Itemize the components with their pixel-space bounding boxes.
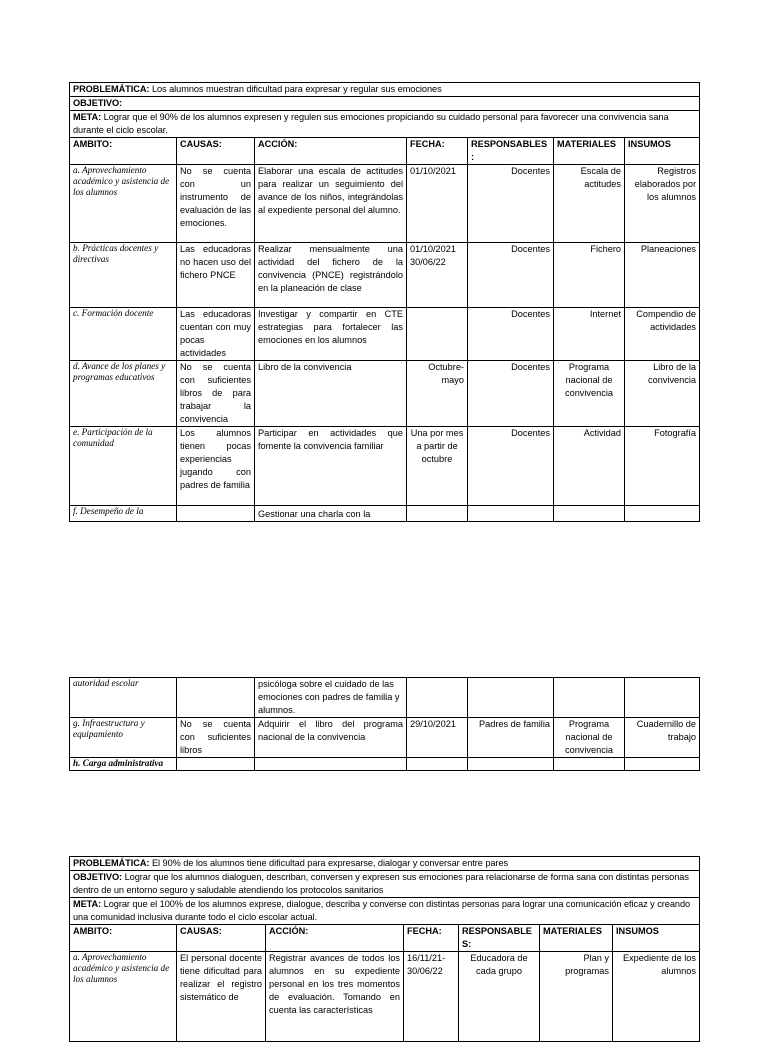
- accion-cell: Libro de la convivencia: [255, 361, 407, 427]
- objetivo-label: OBJETIVO:: [73, 872, 123, 882]
- insumos-cell: [625, 758, 700, 771]
- responsables-cell: Padres de familia: [468, 718, 554, 758]
- responsables-cell: [468, 758, 554, 771]
- causas-cell: [177, 506, 255, 522]
- accion-cell: Realizar mensualmente una actividad del fichero de la convivencia (PNCE) registrándolo en la planeación de clase: [255, 243, 407, 308]
- responsables-cell: Docentes: [468, 243, 554, 308]
- responsables-cell: Docentes: [468, 308, 554, 361]
- table-row: [70, 758, 700, 771]
- problematica-label: PROBLEMÁTICA:: [73, 858, 150, 868]
- header-responsables: RESPONSABLES:: [468, 138, 554, 165]
- causas-cell: El personal docente tiene dificultad para realizar el registro sistemático de: [177, 952, 266, 1042]
- accion-cell: psicóloga sobre el cuidado de las emociones con padres de familia y alumnos.: [255, 678, 407, 718]
- table-row: [70, 506, 700, 522]
- causas-cell: [177, 758, 255, 771]
- accion-cell: Registrar avances de todos los alumnos en su expediente personal en los tres momentos de evaluación. Tomando en cuenta las características: [266, 952, 404, 1042]
- header-fecha: FECHA:: [407, 138, 468, 165]
- ambito-cell: b. Prácticas docentes y directivas: [70, 243, 177, 308]
- header-row: [70, 138, 700, 165]
- problematica-row: [70, 857, 700, 871]
- causas-cell: [177, 678, 255, 718]
- meta-label: META:: [73, 112, 102, 122]
- header-causas: CAUSAS:: [177, 138, 255, 165]
- plan-table-1-continuation: [69, 677, 700, 771]
- fecha-cell: 16/11/21-30/06/22: [404, 952, 459, 1042]
- insumos-cell: Planeaciones: [625, 243, 700, 308]
- materiales-cell: Fichero: [554, 243, 625, 308]
- ambito-cell: h. Carga administrativa: [70, 758, 177, 771]
- materiales-cell: Programa nacional de convivencia: [554, 361, 625, 427]
- insumos-cell: [625, 678, 700, 718]
- table-row: [70, 243, 700, 308]
- ambito-cell: g. Infraestructura y equipamiento: [70, 718, 177, 758]
- problematica-text: El 90% de los alumnos tiene dificultad para expresarse, dialogar y conversar entre pares: [151, 858, 509, 868]
- insumos-cell: [625, 506, 700, 522]
- plan-table-1: [69, 82, 700, 522]
- table-row: [70, 361, 700, 427]
- header-causas: CAUSAS:: [177, 925, 266, 952]
- fecha-cell: [407, 308, 468, 361]
- meta-label: META:: [73, 899, 102, 909]
- materiales-cell: Internet: [554, 308, 625, 361]
- materiales-cell: Plan y programas: [540, 952, 613, 1042]
- causas-cell: Las educadoras cuentan con muy pocas actividades: [177, 308, 255, 361]
- insumos-cell: Cuadernillo de trabajo: [625, 718, 700, 758]
- header-responsables: RESPONSABLES:: [459, 925, 540, 952]
- meta-row: [70, 111, 700, 138]
- materiales-cell: Escala de actitudes: [554, 165, 625, 243]
- fecha-cell: [407, 506, 468, 522]
- objetivo-row: [70, 97, 700, 111]
- objetivo-label: OBJETIVO:: [73, 98, 123, 108]
- ambito-cell: e. Participación de la comunidad: [70, 427, 177, 506]
- accion-cell: Adquirir el libro del programa nacional de la convivencia: [255, 718, 407, 758]
- ambito-cell: a. Aprovechamiento académico y asistencia de los alumnos: [70, 952, 177, 1042]
- ambito-cell: autoridad escolar: [70, 678, 177, 718]
- header-ambito: AMBITO:: [70, 925, 177, 952]
- causas-cell: No se cuenta con suficientes libros de para trabajar la convivencia: [177, 361, 255, 427]
- header-insumos: INSUMOS: [613, 925, 700, 952]
- accion-cell: Participar en actividades que fomente la convivencia familiar: [255, 427, 407, 506]
- insumos-cell: Compendio de actividades: [625, 308, 700, 361]
- fecha-cell: Una por mes a partir de octubre: [407, 427, 468, 506]
- problematica-row: [70, 83, 700, 97]
- insumos-cell: Registros elaborados por los alumnos: [625, 165, 700, 243]
- objetivo-text: Lograr que los alumnos dialoguen, describan, conversen y expresen sus emociones para relacionarse de forma sana con distintas personas dentro de un entorno seguro y saludable atendiendo los protocolos sanitarios: [73, 872, 689, 895]
- accion-cell: Elaborar una escala de actitudes para realizar un seguimiento del avance de los niños, integrándolas al expediente personal del alumno.: [255, 165, 407, 243]
- responsables-cell: [468, 506, 554, 522]
- materiales-cell: [554, 506, 625, 522]
- meta-row: [70, 898, 700, 925]
- causas-cell: No se cuenta con suficientes libros: [177, 718, 255, 758]
- materiales-cell: Programa nacional de convivencia: [554, 718, 625, 758]
- header-row: [70, 925, 700, 952]
- table-row: [70, 165, 700, 243]
- meta-text: Lograr que el 100% de los alumnos exprese, dialogue, describa y converse con distintas personas para lograr una comunicación eficaz y creando una comunidad inclusiva durante todo el ciclo escolar actual.: [73, 899, 691, 922]
- insumos-cell: Libro de la convivencia: [625, 361, 700, 427]
- responsables-cell: Educadora de cada grupo: [459, 952, 540, 1042]
- fecha-cell: Octubre-mayo: [407, 361, 468, 427]
- accion-cell: Investigar y compartir en CTE estrategias para fortalecer las emociones en los alumnos: [255, 308, 407, 361]
- header-ambito: AMBITO:: [70, 138, 177, 165]
- plan-table-2: [69, 856, 700, 1042]
- materiales-cell: Actividad: [554, 427, 625, 506]
- table-row: [70, 427, 700, 506]
- ambito-cell: a. Aprovechamiento académico y asistencia de los alumnos: [70, 165, 177, 243]
- responsables-cell: [468, 678, 554, 718]
- materiales-cell: [554, 758, 625, 771]
- problematica-label: PROBLEMÁTICA:: [73, 84, 150, 94]
- table-row: [70, 308, 700, 361]
- ambito-cell: d. Avance de los planes y programas educativos: [70, 361, 177, 427]
- header-accion: ACCIÓN:: [255, 138, 407, 165]
- accion-cell: [255, 758, 407, 771]
- causas-cell: Los alumnos tienen pocas experiencias jugando con padres de familia: [177, 427, 255, 506]
- fecha-cell: 01/10/2021 30/06/22: [407, 243, 468, 308]
- table-row: [70, 718, 700, 758]
- table-row: [70, 678, 700, 718]
- header-materiales: MATERIALES: [540, 925, 613, 952]
- fecha-cell: [407, 678, 468, 718]
- causas-cell: Las educadoras no hacen uso del fichero PNCE: [177, 243, 255, 308]
- insumos-cell: Fotografía: [625, 427, 700, 506]
- fecha-cell: 29/10/2021: [407, 718, 468, 758]
- responsables-cell: Docentes: [468, 165, 554, 243]
- materiales-cell: [554, 678, 625, 718]
- responsables-cell: Docentes: [468, 427, 554, 506]
- ambito-cell: f. Desempeño de la: [70, 506, 177, 522]
- objetivo-row: [70, 871, 700, 898]
- header-materiales: MATERIALES: [554, 138, 625, 165]
- fecha-cell: 01/10/2021: [407, 165, 468, 243]
- causas-cell: No se cuenta con un instrumento de evaluación de las emociones.: [177, 165, 255, 243]
- header-accion: ACCIÓN:: [266, 925, 404, 952]
- accion-cell: Gestionar una charla con la: [255, 506, 407, 522]
- table-row: [70, 952, 700, 1042]
- header-insumos: INSUMOS: [625, 138, 700, 165]
- header-fecha: FECHA:: [404, 925, 459, 952]
- fecha-cell: [407, 758, 468, 771]
- ambito-cell: c. Formación docente: [70, 308, 177, 361]
- insumos-cell: Expediente de los alumnos: [613, 952, 700, 1042]
- responsables-cell: Docentes: [468, 361, 554, 427]
- problematica-text: Los alumnos muestran dificultad para expresar y regular sus emociones: [151, 84, 442, 94]
- meta-text: Lograr que el 90% de los alumnos expresen y regulen sus emociones propiciando su cuidado personal para favorecer una convivencia sana durante el ciclo escolar.: [73, 112, 669, 135]
